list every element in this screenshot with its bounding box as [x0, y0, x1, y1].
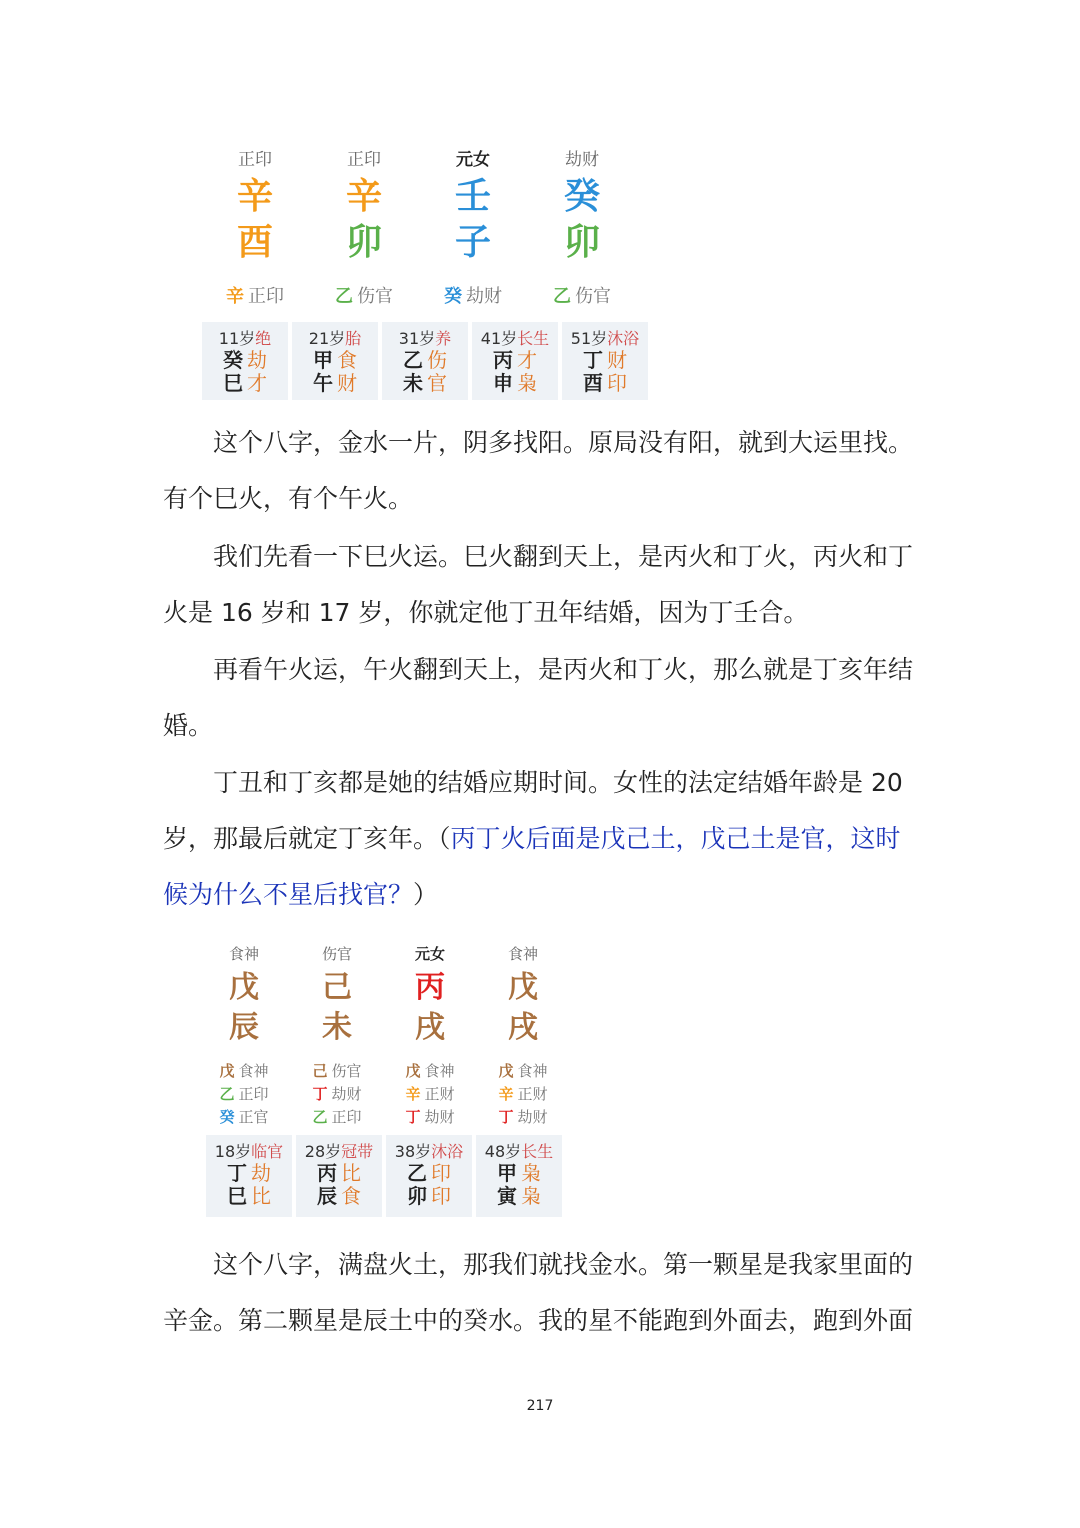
pillar-3-day-master — [391, 943, 469, 1048]
paragraph-1: 这个八字，金水一片，阴多找阳。原局没有阳，就到大运里找。有个巳火，有个午火。 — [163, 428, 914, 513]
heavenly-stem: 戊 — [508, 970, 538, 1005]
pillar-2 — [298, 943, 376, 1048]
earthly-branch: 戌 — [415, 1010, 445, 1045]
luck-pillar: 11岁绝 癸 劫 巳 才 — [202, 322, 288, 400]
heavenly-stem: 丙 — [415, 970, 445, 1005]
earthly-branch: 子 — [454, 222, 491, 263]
luck-pillar: 31岁养 乙 伤 未 官 — [382, 322, 468, 400]
pillar-1 — [215, 145, 295, 266]
heavenly-stem: 己 — [322, 970, 352, 1005]
heavenly-stem: 壬 — [454, 176, 491, 217]
ten-god-label: 元女 — [414, 945, 445, 963]
ten-god-label: 劫财 — [565, 150, 599, 170]
hidden-stem: 乙 伤官 — [553, 286, 611, 307]
luck-pillar: 41岁长生 丙 才 申 枭 — [472, 322, 558, 400]
hidden-stems: 戊 食神 乙 正印 癸 正官 — [219, 1062, 269, 1126]
hidden-stem: 乙 伤官 — [335, 286, 393, 307]
luck-pillar: 38岁沐浴 乙 印 卯 印 — [386, 1135, 472, 1217]
ten-god-label: 伤官 — [321, 945, 352, 963]
paragraph-3: 再看午火运，午火翻到天上，是丙火和丁火，那么就是丁亥年结婚。 — [163, 655, 914, 740]
ten-god-label: 正印 — [347, 150, 381, 170]
hidden-stem: 辛 正印 — [226, 286, 284, 307]
hidden-stem: 癸 劫财 — [444, 286, 502, 307]
earthly-branch: 戌 — [508, 1010, 538, 1045]
luck-pillar: 28岁冠带 丙 比 辰 食 — [296, 1135, 382, 1217]
luck-pillar: 21岁胎 甲 食 午 财 — [292, 322, 378, 400]
ten-god-label: 食神 — [228, 945, 259, 963]
ten-god-label: 正印 — [238, 150, 272, 170]
pillar-1 — [205, 943, 283, 1048]
page-number: 217 — [526, 1398, 554, 1414]
question-note: 丙丁火后面是戊己土，戊己土是官，这时候为什么不星后找官？ — [163, 824, 901, 909]
luck-pillar: 48岁长生 甲 枭 寅 枭 — [476, 1135, 562, 1217]
paragraph-5: 这个八字，满盘火土，那我们就找金水。第一颗星是我家里面的辛金。第二颗星是辰土中的癸水。我的星不能跑到外面去，跑到外面 — [163, 1250, 914, 1335]
heavenly-stem: 辛 — [345, 176, 382, 217]
pillar-3-day-master — [433, 145, 513, 266]
ten-god-label: 元女 — [456, 150, 490, 170]
earthly-branch: 卯 — [345, 222, 382, 263]
luck-pillars — [206, 1135, 562, 1217]
heavenly-stem: 辛 — [236, 176, 273, 217]
hidden-stems: 己 伤官 丁 劫财 乙 正印 — [312, 1062, 362, 1126]
earthly-branch: 酉 — [236, 222, 273, 263]
pillar-4 — [484, 943, 562, 1048]
paragraph-2: 我们先看一下巳火运。巳火翻到天上，是丙火和丁火，丙火和丁火是 16 岁和 17 岁，你就定他丁丑年结婚，因为丁壬合。 — [163, 542, 914, 627]
pillar-2 — [324, 145, 404, 266]
heavenly-stem: 癸 — [563, 176, 600, 217]
hidden-stems: 戊 食神 辛 正财 丁 劫财 — [498, 1062, 548, 1126]
pillar-4 — [542, 145, 622, 266]
heavenly-stem: 戊 — [229, 970, 259, 1005]
earthly-branch: 未 — [322, 1010, 352, 1045]
earthly-branch: 辰 — [229, 1010, 259, 1045]
luck-pillar: 51岁沐浴 丁 财 酉 印 — [562, 322, 648, 400]
luck-pillars — [202, 322, 648, 400]
hidden-stems: 戊 食神 辛 正财 丁 劫财 — [405, 1062, 455, 1126]
luck-pillar: 18岁临官 丁 劫 巳 比 — [206, 1135, 292, 1217]
earthly-branch: 卯 — [563, 222, 600, 263]
paragraph-4: 丁丑和丁亥都是她的结婚应期时间。女性的法定结婚年龄是 20 岁，那最后就定丁亥年。（丙丁火后面是戊己土，戊己土是官，这时候为什么不星后找官？） — [163, 768, 903, 909]
ten-god-label: 食神 — [507, 945, 538, 963]
